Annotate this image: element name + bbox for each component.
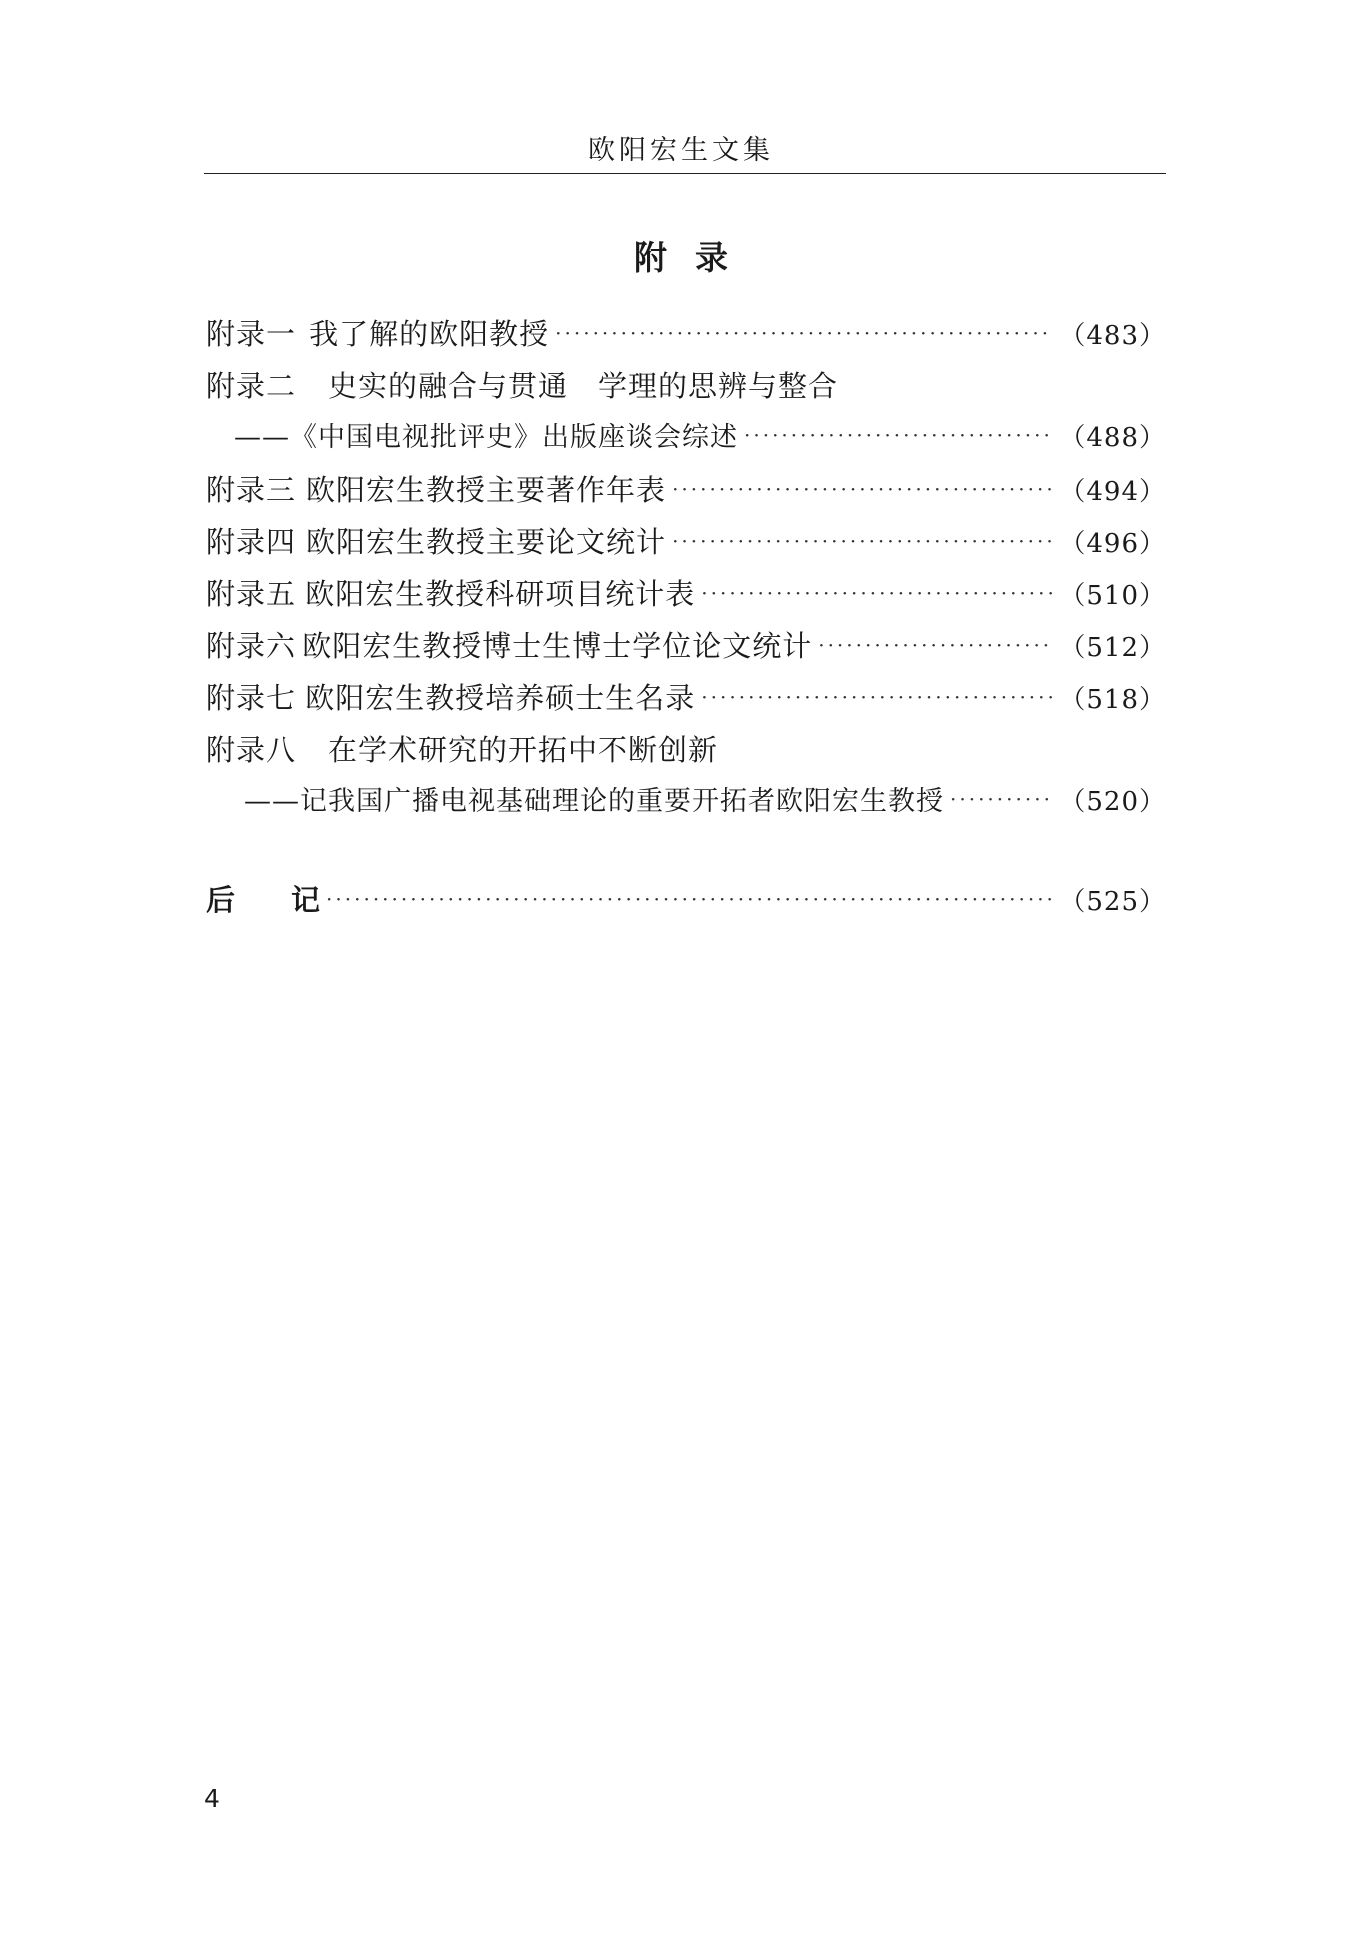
toc-entry-title: 在学术研究的开拓中不断创新	[328, 733, 719, 767]
toc-entry-afterword[interactable]	[206, 874, 1166, 926]
afterword-char-2: 记	[291, 883, 321, 917]
toc-entry-appendix-5[interactable]	[206, 568, 1166, 620]
toc-entry-label: 附录七	[206, 681, 297, 715]
toc-entry-appendix-1[interactable]	[206, 308, 1166, 360]
leader-dots	[672, 515, 1053, 567]
toc-entry-appendix-4[interactable]	[206, 516, 1166, 568]
toc-entry-page: （488）	[1059, 423, 1166, 453]
toc-entry-appendix-8-subtitle[interactable]	[206, 776, 1166, 828]
toc-entry-title	[206, 874, 320, 926]
toc-entry-page: （494）	[1059, 477, 1166, 507]
toc-entry-title: 欧阳宏生教授主要论文统计	[306, 525, 667, 559]
toc-entry-label: 附录三	[206, 473, 297, 507]
toc-entry-title: 欧阳宏生教授博士生博士学位论文统计	[302, 629, 813, 663]
toc-entry-page: （525）	[1059, 887, 1166, 917]
toc-entry-page: （483）	[1059, 321, 1166, 351]
toc-entry-page: （510）	[1059, 581, 1166, 611]
toc-entry-label: 附录八	[206, 733, 297, 767]
leader-dots	[701, 567, 1053, 619]
toc-entry-appendix-6[interactable]	[206, 620, 1166, 672]
toc-entry-appendix-2-subtitle[interactable]	[206, 412, 1166, 464]
toc-entry-label: 附录六	[206, 629, 297, 663]
toc-entry-title: 欧阳宏生教授科研项目统计表	[305, 577, 696, 611]
leader-dots	[701, 671, 1053, 723]
toc-entry-appendix-7[interactable]	[206, 672, 1166, 724]
section-title: 附录	[634, 238, 756, 277]
toc-entry-appendix-8[interactable]	[206, 724, 1166, 776]
toc-entry-title: 史实的融合与贯通 学理的思辨与整合	[328, 369, 839, 403]
toc-entry-page: （518）	[1059, 685, 1166, 715]
toc-entry-title: 欧阳宏生教授主要著作年表	[306, 473, 667, 507]
leader-dots	[818, 619, 1053, 671]
table-of-contents	[206, 308, 1166, 926]
toc-entry-label: 附录四	[206, 525, 297, 559]
leader-dots	[555, 307, 1053, 359]
afterword-char-1: 后	[206, 883, 236, 917]
toc-entry-appendix-2[interactable]	[206, 360, 1166, 412]
running-head: 欧阳宏生文集	[588, 135, 774, 166]
page-number: 4	[204, 1784, 220, 1813]
toc-entry-title: 我了解的欧阳教授	[309, 317, 550, 351]
toc-entry-label: 附录二	[206, 369, 297, 403]
leader-dots	[672, 463, 1053, 515]
toc-entry-label: 附录一	[206, 317, 297, 351]
leader-dots	[950, 773, 1053, 825]
toc-entry-page: （496）	[1059, 529, 1166, 559]
toc-entry-appendix-3[interactable]	[206, 464, 1166, 516]
toc-entry-subtitle: ——《中国电视批评史》出版座谈会综述	[234, 422, 738, 453]
header-rule	[204, 173, 1166, 174]
toc-entry-subtitle: ——记我国广播电视基础理论的重要开拓者欧阳宏生教授	[244, 786, 944, 817]
toc-entry-page: （512）	[1059, 633, 1166, 663]
leader-dots	[326, 873, 1053, 925]
toc-entry-label: 附录五	[206, 577, 297, 611]
leader-dots	[744, 409, 1053, 461]
toc-entry-title: 欧阳宏生教授培养硕士生名录	[305, 681, 696, 715]
toc-entry-page: （520）	[1059, 787, 1166, 817]
